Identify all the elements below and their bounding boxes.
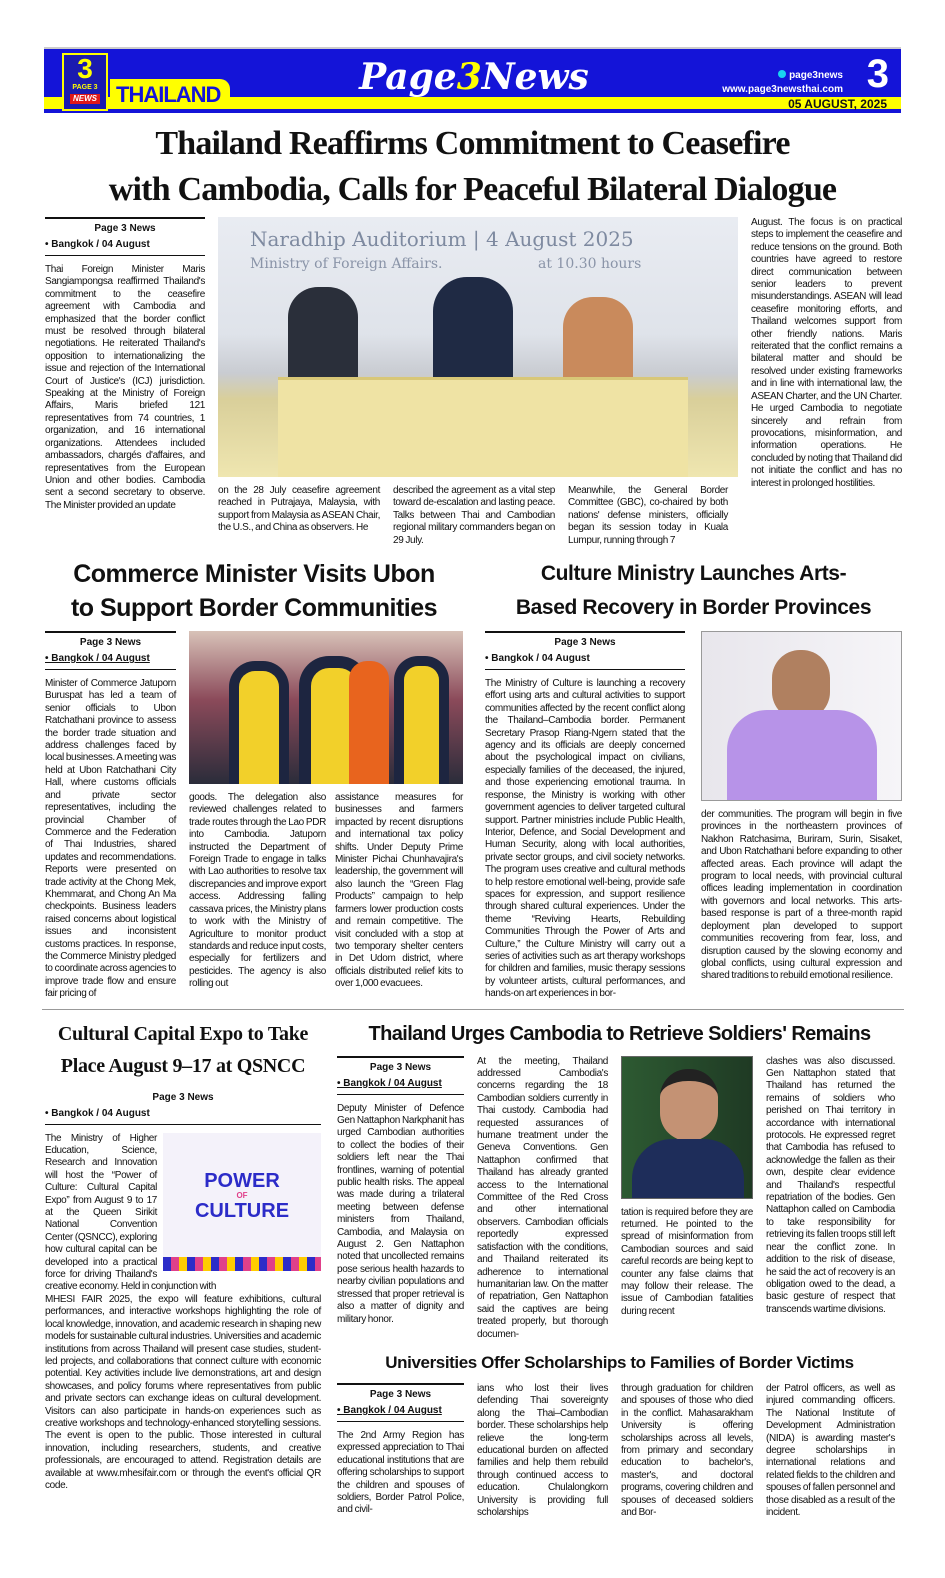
masthead-part: News (481, 56, 589, 98)
headline-line: Commerce Minister Visits Ubon (73, 560, 435, 589)
byline (45, 631, 176, 670)
lead-center (218, 217, 738, 547)
culture-story (485, 557, 902, 1001)
article-column: clashes was also discussed. Gen Nattaphon stated that Thailand has returned the remains of soldiers who perished on Thai territory in accordance with international protocols. He expressed regret that Cambodia has refused to acknowledge the fallen as their own, despite clear evidence and Thailand's respectful repatriation of the bodies. Gen Nattaphon called on Cambodia to take responsibility for retrieving its fallen troops still left near the conflict zone. In addition to the risk of disease, he said the act of recovery is an obligation owed to the dead, a basic gesture of respect that transcends wartime divisions. (766, 1055, 895, 1315)
byline (337, 1056, 464, 1095)
commerce-story (45, 557, 463, 1001)
poster-title (163, 1171, 321, 1221)
article-column: The Ministry of Culture is launching a recovery effort using arts and cultural activities to support communities affected by the recent conflict along the Thailand–Cambodia border. Permanent Secretary Prasop Riang-Ngern stated that the agency and its officials are deeply concerned about the psychological impact on civilians, especially families of the deceased, the injured, and those experiencing emotional trauma. In response, the Ministry is working with other government agencies to deliver targeted cultural support. Partner ministries include Public Health, Interior, Defence, and Social Development and Human Security, along with local authorities, private sector groups, and civil society networks. The program uses creative and cultural methods to help restore emotional well-being, provide safe spaces for expression, and support resilience through shared cultural experiences. Under the theme “Reviving Hearts, Rebuilding Communities Through the Power of Arts and Culture,” the Culture Ministry will carry out a series of activities such as art therapy workshops for children and families, music therapy sessions by volunteer artists, cultural performances, and hands-on art experiences in bor- (485, 678, 685, 1000)
commerce-headline (45, 557, 463, 625)
social-block (722, 69, 843, 97)
article-column: described the agreement as a vital step toward de-escalation and lasting peace. Talks between Thai and Cambodian regional military commanders began on 29 July. (393, 485, 555, 546)
headline-line: Based Recovery in Border Provinces (515, 596, 872, 620)
defence-minister-photo (621, 1056, 753, 1199)
article-column: der Patrol officers, as well as injured commanding officers. The National Institute of Development Administration (NIDA) is awarding master's degree scholarships in international relations and related fields to the children and spouses of fallen personnel and those disabled as a result of the incident. (766, 1382, 895, 1518)
commerce-subcolumns (189, 792, 463, 991)
bottom-row (45, 1018, 902, 1520)
expo-body (45, 1133, 321, 1493)
culture-right (701, 631, 902, 983)
lead-left-column (45, 217, 205, 512)
commerce-left (45, 631, 176, 1001)
person-figure (563, 297, 633, 377)
page-number: 3 (866, 52, 889, 96)
remains-col-1 (337, 1056, 464, 1326)
right-bottom-block (337, 1018, 902, 1520)
byline-source: Page 3 News (554, 637, 616, 649)
scholar-col-1 (337, 1383, 464, 1517)
article-column: At the meeting, Thailand addressed Cambodia's concerns regarding the 18 Cambodian soldiers currently in Thai custody. Cambodia had requested assurances of humane treatment under the Geneva Conventions. Gen Nattaphon confirmed that Thailand has already granted access to the International Committee of the Red Cross and other international observers. Cambodian officials reportedly expressed satisfaction with the conditions, and Thailand reiterated its adherence to international humanitarian law. On the matter of repatriation, Gen Nattaphon said the captives are being treated properly, but thorough documen- (477, 1055, 608, 1340)
masthead-banner (44, 47, 901, 113)
expo-headline (45, 1018, 321, 1082)
blue-strip (44, 109, 901, 113)
poster-pattern (163, 1257, 321, 1271)
article-column: through graduation for children and spouses of those who died in the conflict. Mahasarakham University is offering scholarships across all levels, from primary and secondary education to bachelor's, master's, and doctoral programs, covering children and spouses of deceased soldiers and Bor- (621, 1382, 753, 1518)
commerce-minister-photo (189, 631, 463, 784)
masthead-three: 3 (456, 56, 482, 98)
article-column: The 2nd Army Region has expressed appreciation to Thai educational institutions that are offering scholarships to support the children and spouses of soldiers, Border Patrol Police, and civil- (337, 1429, 464, 1516)
person-figure (349, 661, 389, 784)
headline-line: to Support Border Communities (70, 594, 438, 623)
article-column: Deputy Minister of Defence Gen Nattaphon Narkphanit has urged Cambodian authorities to collect the bodies of their soldiers left near the Thai frontlines, warning of potential public health risks. The appeal was made during a trilateral meeting between defense ministers from Thailand, Cambodia, and Malaysia on August 2. Gen Nattaphon noted that uncollected remains pose serious health hazards to nearby civilian populations and stressed that proper retrieval is also a matter of dignity and military honor. (337, 1102, 464, 1325)
social-icon (778, 70, 786, 78)
headline-line: Cultural Capital Expo to Take (57, 1022, 309, 1045)
scholar-body (337, 1383, 902, 1519)
article-column: Thai Foreign Minister Maris Sangiampongsa reaffirmed Thailand's commitment to the ceasefire agreement with Cambodia and emphasized that the border conflict must be resolved through bilateral negotiations. He reiterated Thailand's opposition to internationalizing the issue and rejection of the International Court of Justice's (ICJ) jurisdiction. Speaking at the Ministry of Foreign Affairs, Maris briefed 121 representatives from 74 countries, 1 organization, and 16 international organizations. Attendees included ambassadors, chargés d'affaires, and representatives from the European Union and other bodies. Cambodia sent a second secretary to observe. The Minister provided an update (45, 264, 205, 511)
lead-story (45, 217, 902, 547)
logo-news: NEWS (70, 94, 100, 104)
poster-title-line: CULTURE (194, 1199, 290, 1222)
byline-source: Page 3 News (369, 1061, 432, 1073)
byline-location: • Bangkok / 04 August (337, 1404, 442, 1416)
photo-banner-text: Naradhip Auditorium | 4 August 2025 (250, 227, 634, 251)
byline-location: • Bangkok / 04 August (45, 1107, 150, 1119)
photo-banner-text: Ministry of Foreign Affairs. (250, 256, 443, 272)
byline (485, 631, 685, 670)
headline-line: Culture Ministry Launches Arts- (540, 562, 847, 586)
culture-secretary-photo (701, 631, 902, 801)
article-column: Minister of Commerce Jatuporn Buruspat has led a team of senior officials to Ubon Ratchathani province to assess the border trade situation and address challenges faced by local businesses. A meeting was held at Ubon Ratchathani City Hall, where customs officials and private sector representatives, including the provincial Chamber of Commerce and the Federation of Thai Industries, shared updates and recommendations. Reports were presented on trade activity at the Chong Mek, Khemmarat, and Chong An Ma checkpoints. Business leaders raised concerns about logistical issues and inconsistent customs practices. In response, the Commerce Ministry pledged to coordinate across agencies to improve trade flow and ensure fair pricing of (45, 678, 176, 1000)
person-figure (394, 656, 449, 784)
person-figure (433, 277, 513, 377)
byline (45, 1088, 321, 1125)
byline-location: • Bangkok / 04 August (45, 239, 150, 250)
article-column: MHESI FAIR 2025, the expo will feature exhibitions, cultural performances, and interactive workshops highlighting the role of local knowledge, innovation, and academic research in shaping new models for sustainable cultural industries. Universities and academic institutions from across Thailand will present case studies, student-led projects, and collaborations that connect culture with economic potential. Key activities include live demonstrations, art and design showcases, and policy forums where representatives from public and private sectors can exchange ideas on cultural development. Visitors can also participate in hands-on experiences such as creative workshops and technology-enhanced storytelling sessions. The event is open to the public. Those interested in cultural innovation, including researchers, students, and creative professionals, are encouraged to attend. Registration details are available at www.mhesifair.com or through the event's official QR code. (45, 1293, 321, 1491)
power-of-culture-poster (163, 1133, 321, 1271)
person-head (660, 1069, 718, 1141)
photo-banner-text: at 10.30 hours (538, 256, 642, 272)
remains-headline: Thailand Urges Cambodia to Retrieve Soldiers' Remains (368, 1022, 871, 1045)
press-conference-photo (218, 217, 738, 477)
person-figure (632, 1139, 744, 1199)
article-column: assistance measures for businesses and farmers impacted by recent disruptions and international tax policy shifts. Under Deputy Prime Minister Pichai Chunhavajira's leadership, the government will also launch the “Green Flag Products” campaign to help farmers lower production costs and remain competitive. The visit concluded with a stop at two temporary shelter centers in Det Udom district, where officials distributed relief kits to over 1,000 evacuees. (335, 792, 463, 990)
byline-location: • Bangkok / 04 August (485, 653, 590, 665)
culture-body (485, 631, 902, 1001)
expo-story (45, 1018, 321, 1493)
issue-date: 05 AUGUST, 2025 (788, 97, 887, 111)
social-handle: page3news (789, 70, 843, 81)
headline-line: with Cambodia, Calls for Peaceful Bilateral Dialogue (108, 171, 837, 208)
culture-headline (485, 557, 902, 625)
page3-logo (62, 53, 108, 111)
byline (45, 217, 205, 256)
article-column: der communities. The program will begin in five provinces in the northeastern provinces of Nakhon Ratchasima, Buriram, Surin, Sisaket, and Ubon Ratchathani before expanding to other affected areas. Each province will adapt the program to local needs, with provincial cultural offices leading implementation in coordination with governors and local networks. This arts-based response is part of a three-month rapid deployment plan developed to support communities recovering from fear, loss, and disruption caused by the slowing economy and global conflicts, using cultural expression and shared traditions to rebuild emotional resilience. (701, 809, 902, 982)
byline-source: Page 3 News (369, 1388, 432, 1400)
commerce-body (45, 631, 463, 1001)
byline-source: Page 3 News (152, 1091, 214, 1103)
byline-source: Page 3 News (79, 637, 142, 649)
byline-location: • Bangkok / 04 August (45, 653, 150, 665)
byline (337, 1383, 464, 1422)
masthead-title (344, 53, 604, 101)
section-divider (42, 1009, 904, 1010)
remains-body (337, 1056, 902, 1341)
culture-left (485, 631, 685, 1001)
remains-col-3 (621, 1056, 753, 1319)
headline-line: Thailand Reaffirms Commitment to Ceasefire (155, 125, 790, 162)
person-figure (727, 710, 877, 801)
headline-line: Place August 9–17 at QSNCC (60, 1054, 306, 1077)
article-column: August. The focus is on practical steps to implement the ceasefire and reduce tensions on the ground. Both countries have agreed to restore direct communication between senior leaders to prevent misunderstandings. ASEAN will lead ceasefire monitoring efforts, and Thailand welcomes support from other friendly nations. Maris reiterated that the conflict remains a bilateral matter and should be resolved under existing frameworks and in line with international law, the ASEAN Charter, and the UN Charter. He urged Cambodia to negotiate sincerely and refrain from provocations, misinformation, and information operations. He concluded by noting that Thailand did not initiate the conflict and has no interest in prolonged hostilities. (751, 217, 902, 489)
lead-subcolumns (218, 485, 738, 547)
logo-sub: PAGE 3 (72, 84, 98, 91)
article-column: ians who lost their lives defending Thai sovereignty along the Thai–Cambodian border. These scholarships help relieve the long-term educational burden on affected families and help them rebuild through continued access to education. Chulalongkorn University is providing full scholarships (477, 1382, 608, 1518)
lead-headline (40, 121, 905, 213)
website-link[interactable]: www.page3newsthai.com (722, 84, 843, 95)
article-column: The Ministry of Higher Education, Science, Research and Innovation will host the “Power of Culture: Cultural Capital Expo” from August 9 to 17 at the Queen Sirikit National Convention Center (QSNCC), exploring how cultural capital can be developed into a practical force for driving Thailand's creative economy. Held in conjunction with (45, 1132, 217, 1293)
person-figure (229, 661, 289, 784)
scholarship-headline: Universities Offer Scholarships to Families of Border Victims (385, 1352, 854, 1372)
byline-location: • Bangkok / 04 August (337, 1077, 442, 1089)
article-column: goods. The delegation also reviewed challenges related to trade routes through the Lao PDR into Cambodia. Jatuporn instructed the Department of Foreign Trade to engage in talks with Lao authorities to resolve tax discrepancies and improve export access. Addressing falling cassava prices, the Ministry plans to work with the Ministry of Agriculture to monitor product standards and reduce input costs, especially for fertilizers and pesticides. The agency is also rolling out (189, 792, 326, 990)
article-column: Meanwhile, the General Border Committee (GBC), co-chaired by both nations' defense ministers, officially began its session today in Kuala Lumpur, running through 7 (568, 485, 728, 546)
poster-title-line: POWER (204, 1169, 280, 1192)
table-cloth (278, 377, 688, 477)
masthead-part: Page (359, 56, 457, 98)
commerce-right (189, 631, 463, 991)
poster-title-of: OF (236, 1190, 248, 1200)
person-figure (288, 287, 358, 377)
logo-number: 3 (77, 53, 93, 84)
article-column: on the 28 July ceasefire agreement reached in Putrajaya, Malaysia, with support from Malaysia as ASEAN Chair, the U.S., and China as observers. He (218, 485, 380, 534)
byline-source: Page 3 News (94, 223, 156, 234)
article-column: tation is required before they are returned. He pointed to the spread of misinformation from Cambodian sources and said careful records are being kept to counter any false claims that may follow their release. The issue of Cambodian fatalities during recent (621, 1206, 753, 1317)
middle-row (45, 557, 902, 1001)
country-tag: THAILAND (110, 79, 230, 109)
